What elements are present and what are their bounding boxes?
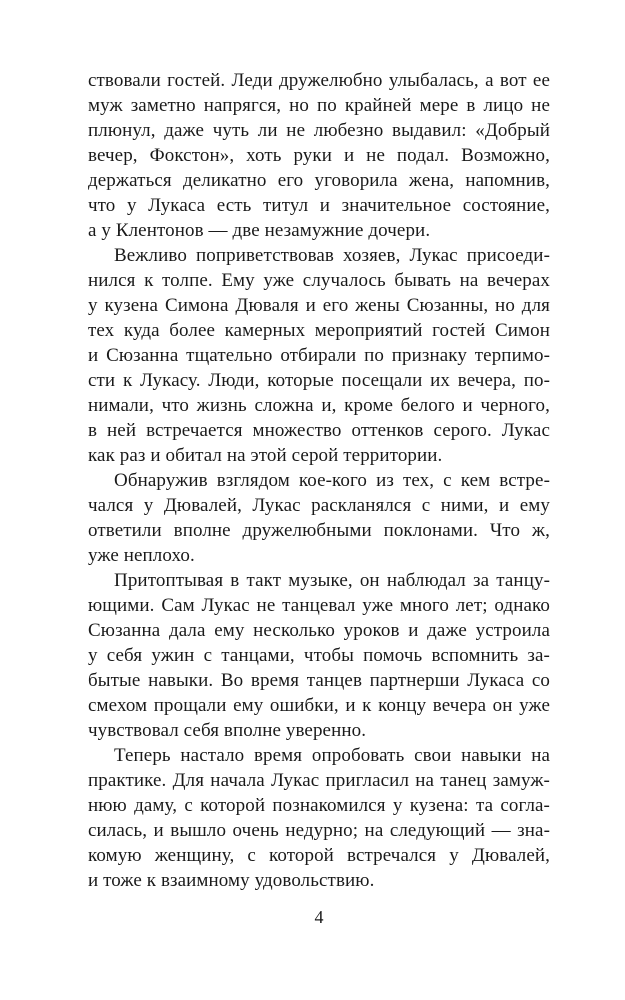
- text-line: уже неплохо.: [88, 545, 195, 566]
- text-line: чался у Дювалей, Лукас раскланялся с ними, и ему: [88, 495, 550, 516]
- text-line: что у Лукаса есть титул и значительное состояние,: [88, 195, 550, 216]
- paragraph: [88, 68, 550, 243]
- text-line: смехом прощали ему ошибки, и к концу вечера он уже: [88, 695, 550, 716]
- paragraph: [88, 568, 550, 743]
- text-line: у кузена Симона Дюваля и его жены Сюзанны, но для: [88, 295, 550, 316]
- text-line: Теперь настало время опробовать свои навыки на: [114, 745, 550, 766]
- text-block: [88, 68, 550, 893]
- text-line: ответили вполне дружелюбными поклонами. Что ж,: [88, 520, 550, 541]
- text-line: силась, и вышло очень недурно; на следующий — зна-: [88, 820, 550, 841]
- text-line: муж заметно напрягся, но по крайней мере в лицо не: [88, 95, 550, 116]
- text-line: Вежливо поприветствовав хозяев, Лукас присоеди-: [114, 245, 550, 266]
- paragraph: [88, 743, 550, 893]
- paragraph: [88, 243, 550, 468]
- text-line: и тоже к взаимному удовольствию.: [88, 870, 375, 891]
- text-line: у себя ужин с танцами, чтобы помочь вспомнить за-: [88, 645, 550, 666]
- paragraph: [88, 468, 550, 568]
- text-line: и Сюзанна тщательно отбирали по признаку терпимо-: [88, 345, 550, 366]
- text-line: а у Клентонов — две незамужние дочери.: [88, 220, 431, 241]
- text-line: вечер, Фокстон», хоть руки и не подал. Возможно,: [88, 145, 550, 166]
- text-line: ющими. Сам Лукас не танцевал уже много лет; однако: [88, 595, 550, 616]
- text-line: плюнул, даже чуть ли не любезно выдавил: «Добрый: [88, 120, 550, 141]
- text-line: нился к толпе. Ему уже случалось бывать на вечерах: [88, 270, 550, 291]
- text-line: бытые навыки. Во время танцев партнерши Лукаса со: [88, 670, 550, 691]
- text-line: тех куда более камерных мероприятий гостей Симон: [88, 320, 550, 341]
- text-line: сти к Лукасу. Люди, которые посещали их вечера, по-: [88, 370, 550, 391]
- text-line: Обнаружив взглядом кое-кого из тех, с кем встре-: [114, 470, 550, 491]
- text-line: держаться деликатно его уговорила жена, напомнив,: [88, 170, 550, 191]
- text-line: нюю даму, с которой познакомился у кузена: та согла-: [88, 795, 550, 816]
- page-footer: [88, 905, 550, 930]
- text-line: комую женщину, с которой встречался у Дювалей,: [88, 845, 550, 866]
- page-number: 4: [314, 907, 324, 927]
- text-line: ствовали гостей. Леди дружелюбно улыбалась, а вот ее: [88, 70, 550, 91]
- text-line: чувствовал себя вполне уверенно.: [88, 720, 367, 741]
- text-line: Сюзанна дала ему несколько уроков и даже устроила: [88, 620, 550, 641]
- text-line: в ней встречается множество оттенков серого. Лукас: [88, 420, 550, 441]
- text-line: практике. Для начала Лукас пригласил на танец замуж-: [88, 770, 550, 791]
- text-line: нимали, что жизнь сложна и, кроме белого и черного,: [88, 395, 550, 416]
- text-line: Притоптывая в такт музыке, он наблюдал за танцу-: [114, 570, 550, 591]
- text-line: как раз и обитал на этой серой территории.: [88, 445, 443, 466]
